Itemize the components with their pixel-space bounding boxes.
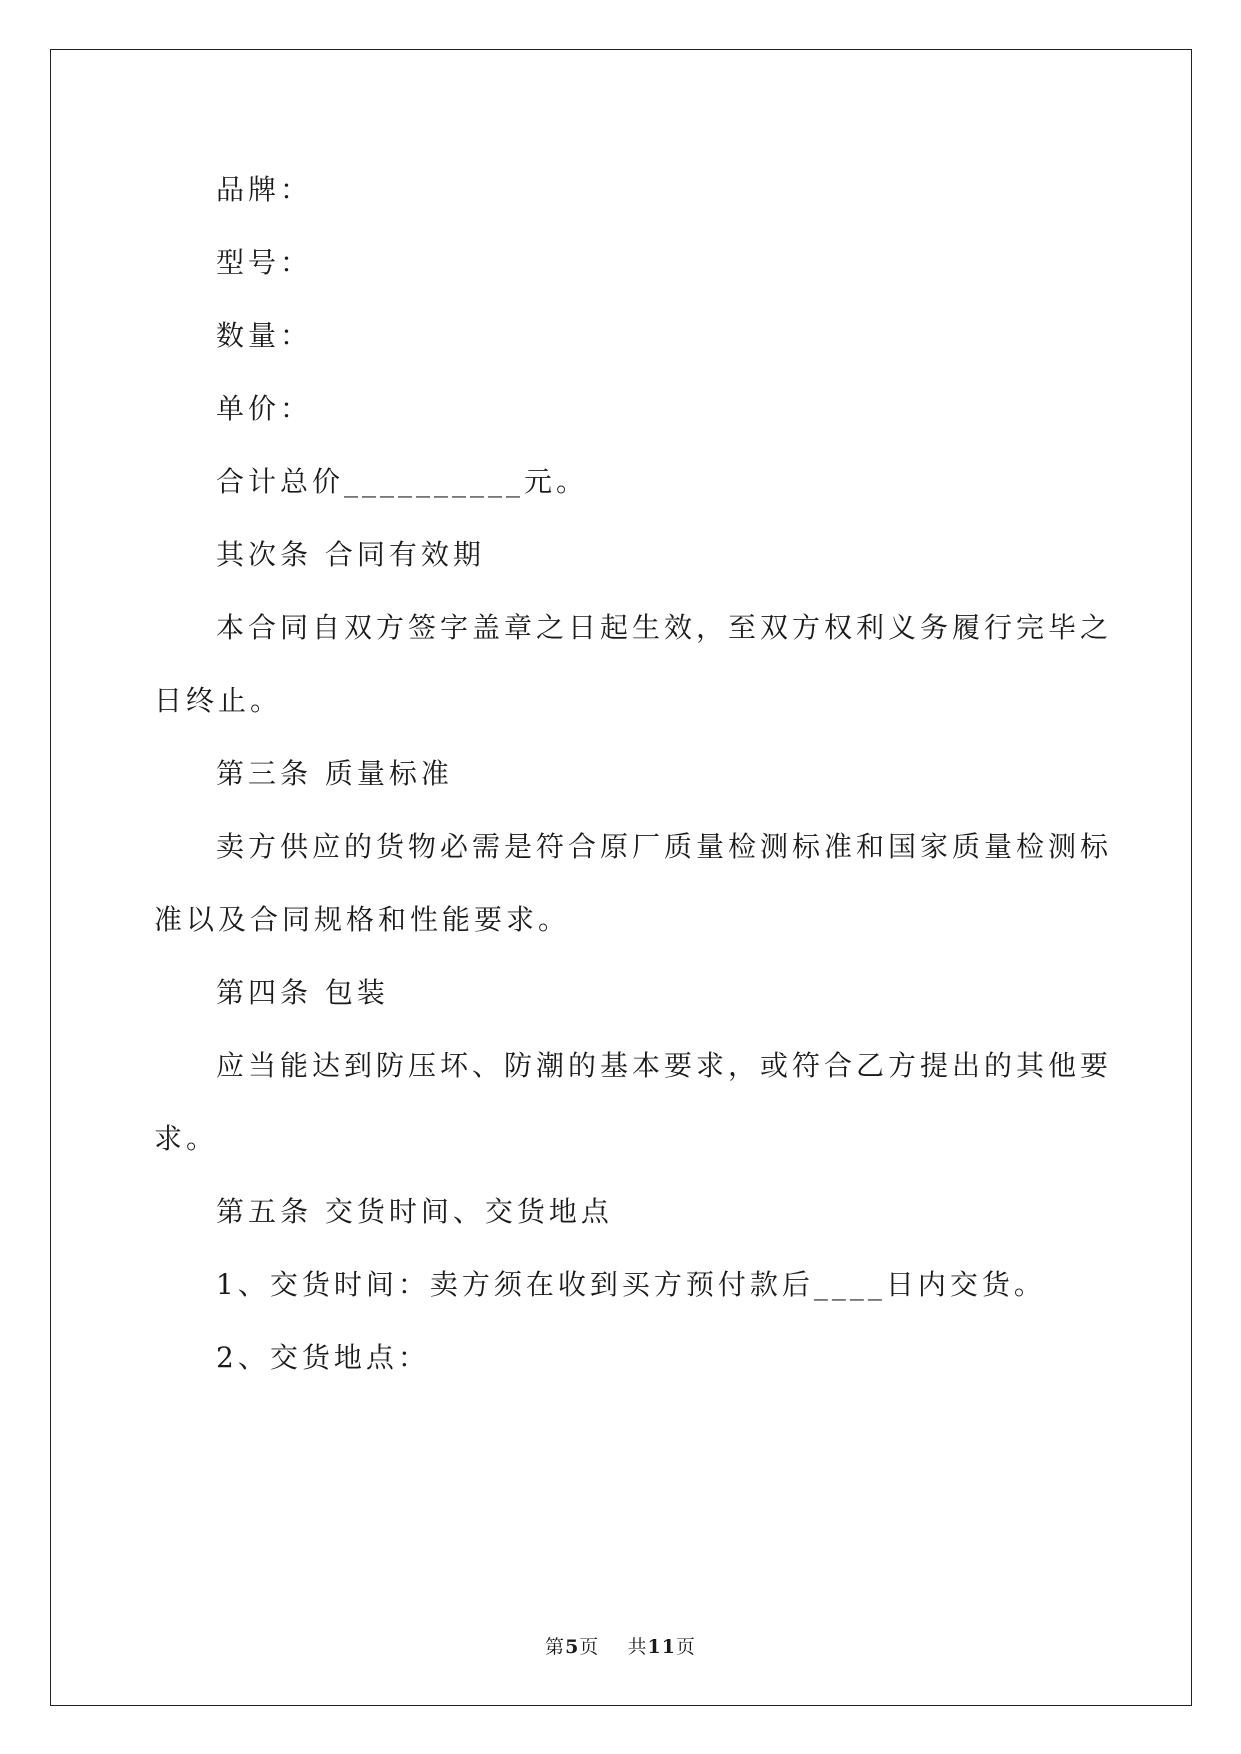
paragraph-packaging-line1: 应当能达到防压坏、防潮的基本要求，或符合乙方提出的其他要: [216, 1049, 1113, 1082]
paragraph-validity-line2: 日终止。: [154, 684, 283, 717]
footer-prefix: 第: [545, 1636, 566, 1658]
paragraph-quality-line1: 卖方供应的货物必需是符合原厂质量检测标准和国家质量检测标: [216, 830, 1113, 863]
field-brand: 品牌：: [216, 173, 313, 206]
field-unit-price: 单价：: [216, 392, 313, 425]
total-pages-number: 11: [647, 1636, 676, 1658]
field-total-price: 合计总价__________元。: [216, 465, 589, 498]
paragraph-validity-line1: 本合同自双方签字盖章之日起生效，至双方权利义务履行完毕之: [216, 611, 1113, 644]
page-footer: [0, 1632, 1241, 1659]
section-heading-packaging: 第四条 包装: [216, 976, 389, 1009]
paragraph-quality-line2: 准以及合同规格和性能要求。: [154, 903, 571, 936]
delivery-location-item: 2、交货地点：: [216, 1341, 430, 1374]
delivery-time-item: 1、交货时间：卖方须在收到买方预付款后____日内交货。: [216, 1268, 1046, 1301]
section-heading-validity: 其次条 合同有效期: [216, 538, 485, 571]
footer-mid: 页 共: [579, 1636, 648, 1658]
paragraph-packaging-line2: 求。: [154, 1122, 219, 1155]
current-page-number: 5: [565, 1636, 580, 1658]
footer-suffix: 页: [675, 1636, 696, 1658]
section-heading-delivery: 第五条 交货时间、交货地点: [216, 1195, 613, 1228]
field-model: 型号：: [216, 246, 313, 279]
section-heading-quality: 第三条 质量标准: [216, 757, 453, 790]
page-border: [50, 49, 1192, 1706]
field-quantity: 数量：: [216, 319, 313, 352]
